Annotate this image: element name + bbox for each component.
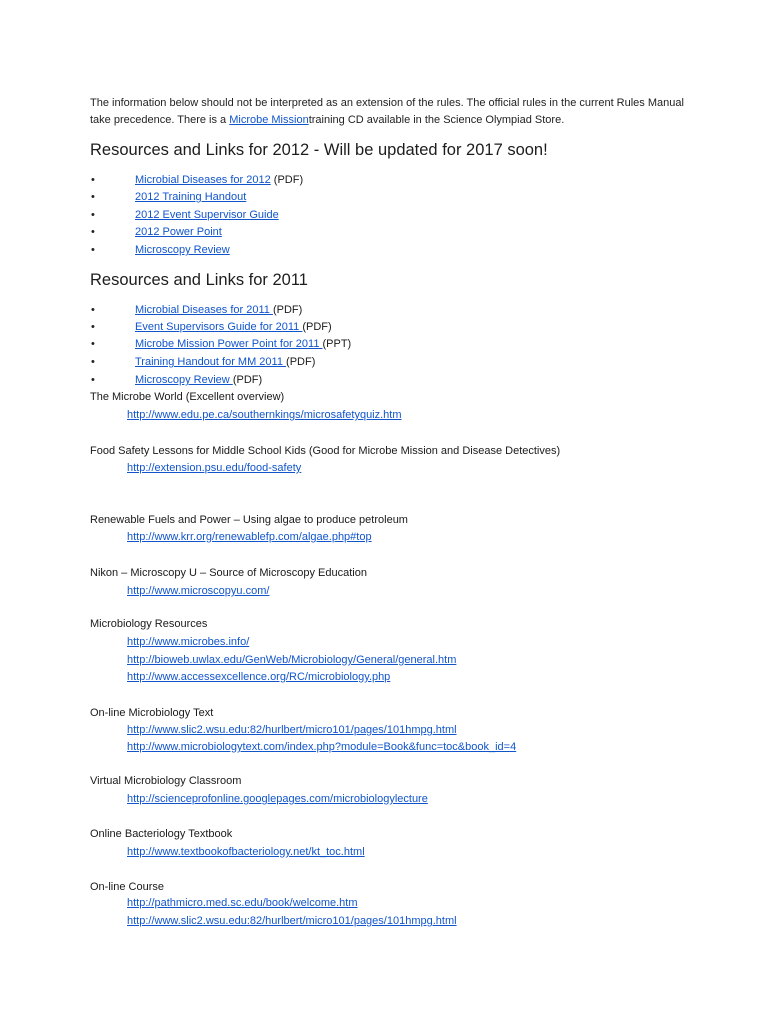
training-handout-2011-link[interactable]: Training Handout for MM 2011 <box>135 356 287 368</box>
resource-title: On-line Microbiology Text <box>90 707 214 719</box>
heading-2012: Resources and Links for 2012 - Will be updated for 2017 soon! <box>90 141 548 159</box>
resource-url-link[interactable]: http://www.microscopyu.com/ <box>127 585 270 597</box>
resource-url-link[interactable]: http://pathmicro.med.sc.edu/book/welcome.htm <box>127 897 358 909</box>
bullet-icon: • <box>91 191 95 203</box>
microscopy-review-2012-link[interactable]: Microscopy Review <box>135 244 230 256</box>
bullet-icon: • <box>91 209 95 221</box>
resource-url-link[interactable]: http://www.textbookofbacteriology.net/kt_toc.html <box>127 846 365 858</box>
bullet-icon: • <box>91 356 95 368</box>
resource-url-link[interactable]: http://www.accessexcellence.org/RC/microbiology.php <box>127 671 391 683</box>
bullet-icon: • <box>91 374 95 386</box>
resource-title: Food Safety Lessons for Middle School Kids (Good for Microbe Mission and Disease Detectives) <box>90 445 561 457</box>
event-supervisors-guide-2011-link[interactable]: Event Supervisors Guide for 2011 <box>135 321 303 333</box>
bullet-icon: • <box>91 338 95 350</box>
file-type-label: (PDF) <box>270 174 304 186</box>
bullet-icon: • <box>91 226 95 238</box>
resource-url-link[interactable]: http://www.slic2.wsu.edu:82/hurlbert/micro101/pages/101hmpg.html <box>127 724 457 736</box>
resource-url-link[interactable]: http://www.microbes.info/ <box>127 636 250 648</box>
microbial-diseases-2012-link[interactable]: Microbial Diseases for 2012 <box>135 174 271 186</box>
microscopy-review-2011-link[interactable]: Microscopy Review <box>135 374 233 386</box>
resource-title: Virtual Microbiology Classroom <box>90 775 242 787</box>
bullet-icon: • <box>91 244 95 256</box>
microbial-diseases-2011-link[interactable]: Microbial Diseases for 2011 <box>135 304 273 316</box>
resource-title: Online Bacteriology Textbook <box>90 828 233 840</box>
bullet-icon: • <box>91 304 95 316</box>
intro-text-before: The information below should not be interpreted as an extension of the rules. The official rules in the current Rules Manual take precedence. There is a <box>90 97 684 126</box>
power-point-2012-link[interactable]: 2012 Power Point <box>135 226 222 238</box>
resource-title: Nikon – Microscopy U – Source of Microscopy Education <box>90 567 367 579</box>
training-handout-2012-link[interactable]: 2012 Training Handout <box>135 191 247 203</box>
heading-2011: Resources and Links for 2011 <box>90 271 308 289</box>
file-type-label: (PDF) <box>272 304 303 316</box>
resource-title: Microbiology Resources <box>90 618 208 630</box>
microbe-mission-link[interactable]: Microbe Mission <box>229 114 309 126</box>
resource-title: On-line Course <box>90 881 164 893</box>
resource-url-link[interactable]: http://scienceprofonline.googlepages.com/microbiologylecture <box>127 793 428 805</box>
resource-url-link[interactable]: http://www.edu.pe.ca/southernkings/microsafetyquiz.htm <box>127 409 402 421</box>
file-type-label: (PDF) <box>232 374 263 386</box>
intro-paragraph <box>90 95 690 129</box>
resource-url-link[interactable]: http://extension.psu.edu/food-safety <box>127 462 302 474</box>
file-type-label: (PDF) <box>302 321 332 333</box>
bullet-icon: • <box>91 321 95 333</box>
resource-title: Renewable Fuels and Power – Using algae to produce petroleum <box>90 514 408 526</box>
resource-url-link[interactable]: http://www.krr.org/renewablefp.com/algae.php#top <box>127 531 372 543</box>
event-supervisor-guide-2012-link[interactable]: 2012 Event Supervisor Guide <box>135 209 279 221</box>
resource-url-link[interactable]: http://www.microbiologytext.com/index.php?module=Book&func=toc&book_id=4 <box>127 741 517 753</box>
bullet-icon: • <box>91 174 95 186</box>
resource-title: The Microbe World (Excellent overview) <box>90 391 285 403</box>
resource-url-link[interactable]: http://bioweb.uwlax.edu/GenWeb/Microbiology/General/general.htm <box>127 654 457 666</box>
intro-text-after: training CD available in the Science Olympiad Store. <box>308 114 565 126</box>
file-type-label: (PDF) <box>286 356 316 368</box>
file-type-label: (PPT) <box>322 338 352 350</box>
power-point-2011-link[interactable]: Microbe Mission Power Point for 2011 <box>135 338 323 350</box>
resource-url-link[interactable]: http://www.slic2.wsu.edu:82/hurlbert/micro101/pages/101hmpg.html <box>127 915 457 927</box>
